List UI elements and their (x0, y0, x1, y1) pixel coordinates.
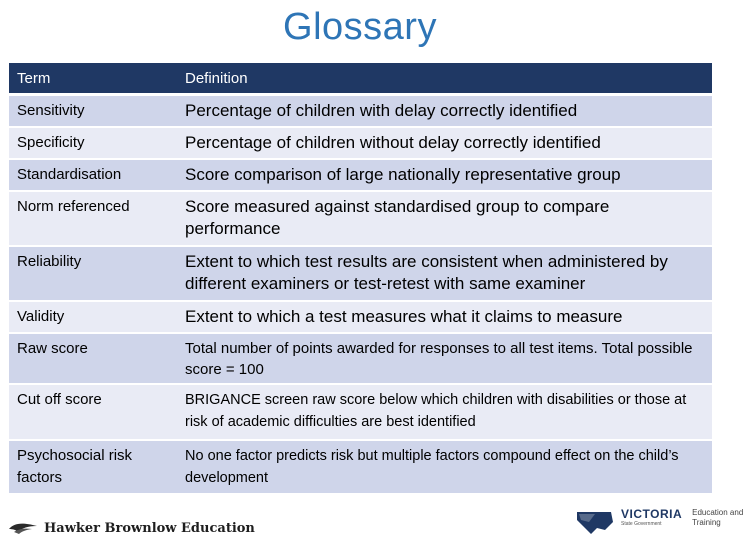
table-row (9, 384, 712, 440)
table-row (9, 159, 712, 191)
definition-cell: Extent to which test results are consistent when administered by different examiners or test-retest with same examiner (177, 246, 712, 301)
page-title: Glossary (283, 6, 437, 48)
hawker-brownlow-wing-logo-icon (8, 520, 38, 536)
definition-cell: No one factor predicts risk but multiple factors compound effect on the child’s development (177, 440, 712, 494)
term-cell: Sensitivity (9, 95, 177, 127)
table-row (9, 95, 712, 127)
definition-cell: Score comparison of large nationally representative group (177, 159, 712, 191)
victoria-map-logo-icon (575, 508, 615, 538)
column-header-definition: Definition (177, 63, 712, 95)
definition-cell: Score measured against standardised group to compare performance (177, 191, 712, 246)
term-cell: Specificity (9, 127, 177, 159)
term-cell: Standardisation (9, 159, 177, 191)
table-row (9, 333, 712, 384)
table-row (9, 440, 712, 494)
table-header-row (9, 63, 712, 95)
definition-cell: Percentage of children with delay correctly identified (177, 95, 712, 127)
victoria-subtitle: State Government (621, 521, 662, 527)
glossary-table (9, 63, 712, 495)
term-cell: Cut off score (9, 384, 177, 440)
table-row (9, 301, 712, 333)
definition-cell: Total number of points awarded for responses to all test items. Total possible score = 100 (177, 333, 712, 384)
term-cell: Norm referenced (9, 191, 177, 246)
definition-cell: BRIGANCE screen raw score below which children with disabilities or those at risk of academic difficulties are best identified (177, 384, 712, 440)
definition-cell: Percentage of children without delay correctly identified (177, 127, 712, 159)
term-cell: Reliability (9, 246, 177, 301)
table-row (9, 246, 712, 301)
term-cell: Validity (9, 301, 177, 333)
table-row (9, 191, 712, 246)
publisher-logo (8, 518, 255, 538)
victoria-wordmark: VICTORIA (621, 507, 683, 521)
publisher-name: Hawker Brownlow Education (44, 520, 255, 536)
term-cell: Raw score (9, 333, 177, 384)
column-header-term: Term (9, 63, 177, 95)
department-name: Education and Training (692, 508, 744, 527)
victoria-government-logo (575, 508, 752, 538)
definition-cell: Extent to which a test measures what it claims to measure (177, 301, 712, 333)
table-row (9, 127, 712, 159)
term-cell: Psychosocial risk factors (9, 440, 177, 494)
